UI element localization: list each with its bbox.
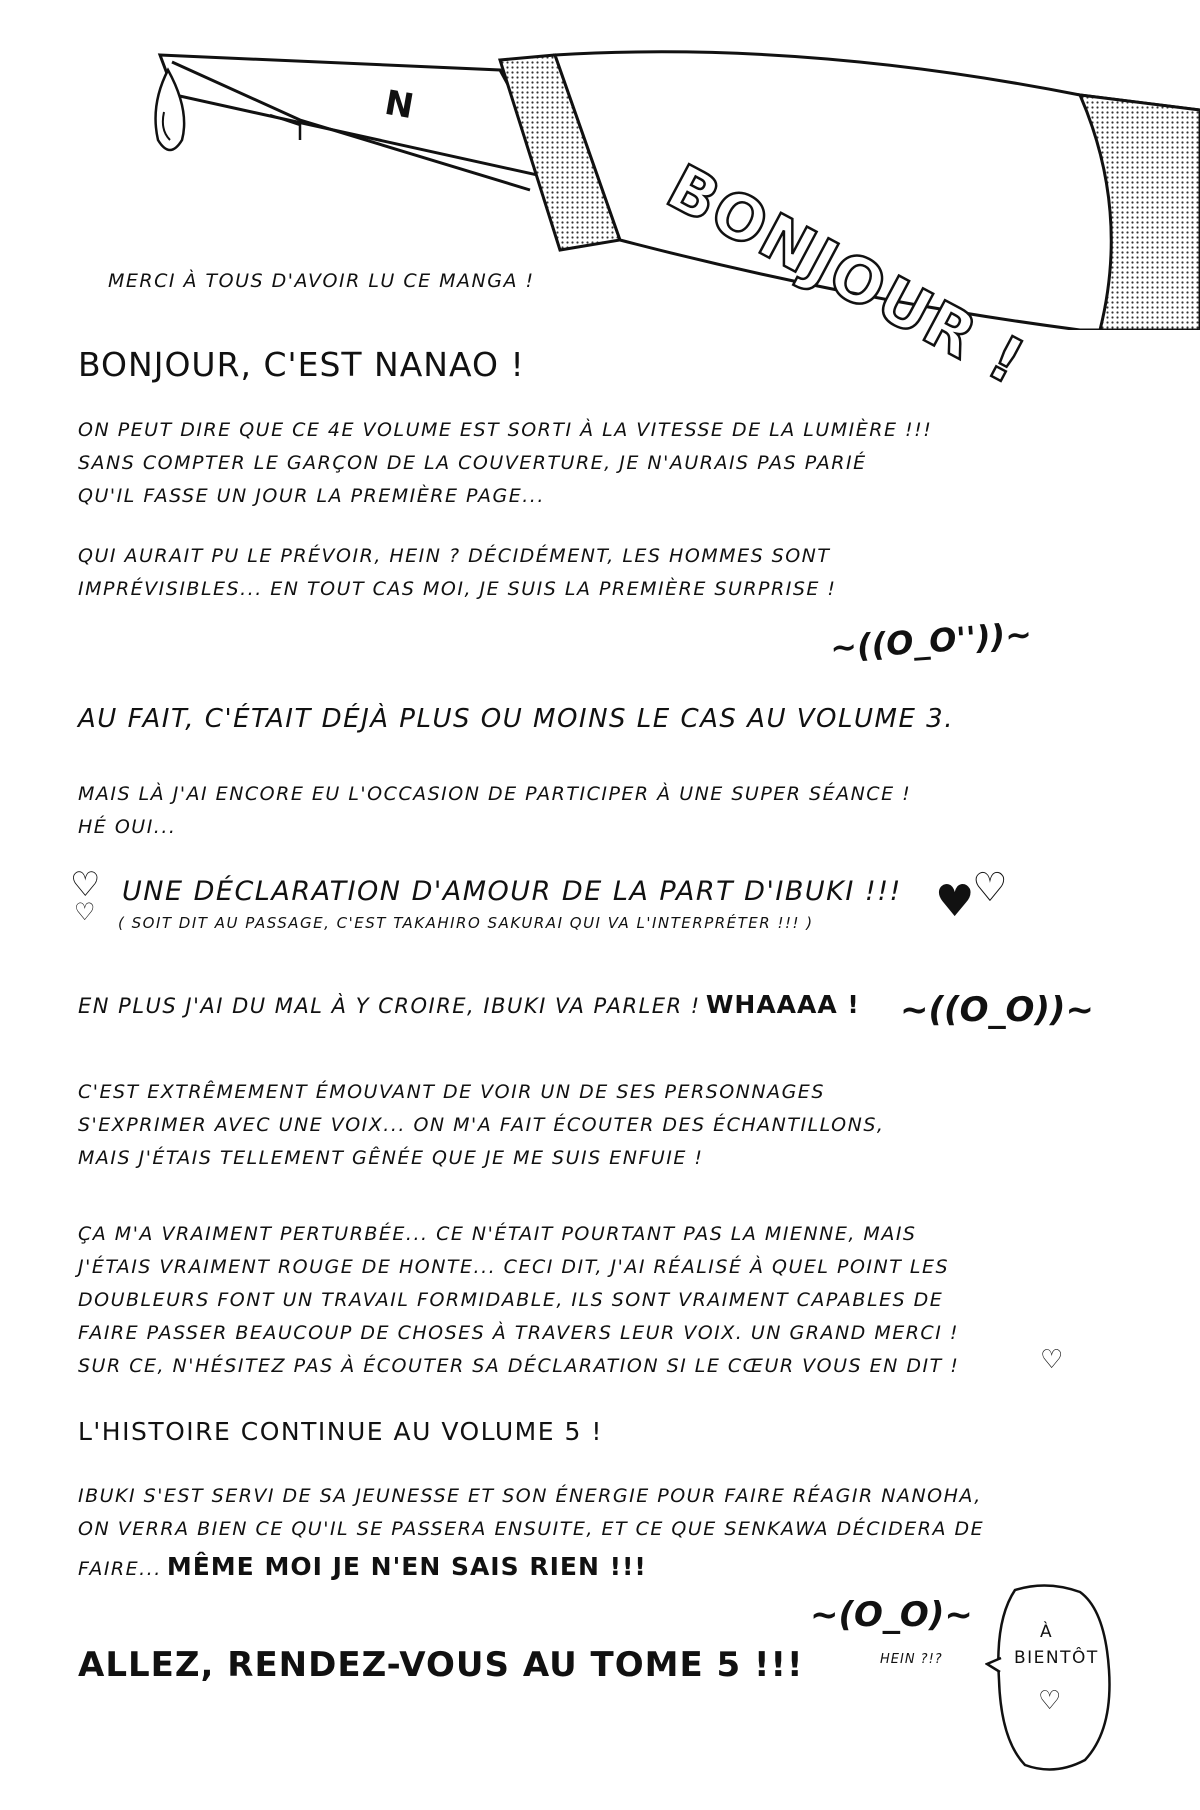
paragraph-7-line: FAIRE... bbox=[78, 1558, 162, 1580]
emoticon-face-1: ~((O_O''))~ bbox=[828, 614, 1034, 668]
paragraph-6 bbox=[78, 1218, 959, 1383]
heart-icon: ♡ bbox=[1040, 1345, 1064, 1375]
paragraph-4 bbox=[78, 990, 860, 1023]
volume-5-heading: L'HISTOIRE CONTINUE AU VOLUME 5 ! bbox=[78, 1417, 603, 1446]
paragraph-6-line: DOUBLEURS FONT UN TRAVAIL FORMIDABLE, ILS SONT VRAIMENT CAPABLES DE bbox=[78, 1289, 944, 1311]
heart-icon: ♡ bbox=[1038, 1686, 1062, 1716]
paragraph-6-line: SUR CE, N'HÉSITEZ PAS À ÉCOUTER SA DÉCLARATION SI LE CŒUR VOUS EN DIT ! bbox=[78, 1355, 960, 1377]
speech-bubble bbox=[985, 1580, 1125, 1780]
paragraph-3 bbox=[78, 778, 911, 844]
greeting-heading: BONJOUR, C'EST NANAO ! bbox=[78, 345, 525, 384]
paragraph-6-line: J'ÉTAIS VRAIMENT ROUGE DE HONTE... CECI DIT, J'AI RÉALISÉ À QUEL POINT LES bbox=[78, 1256, 950, 1278]
emoticon-face-3: ~(O_O)~ bbox=[810, 1595, 973, 1635]
paragraph-7-line: ON VERRA BIEN CE QU'IL SE PASSERA ENSUITE, ET CE QUE SENKAWA DÉCIDERA DE bbox=[78, 1518, 985, 1540]
pen-label: BONJOUR ! bbox=[655, 150, 1038, 400]
paragraph-3-line: MAIS LÀ J'AI ENCORE EU L'OCCASION DE PARTICIPER À UNE SUPER SÉANCE ! bbox=[78, 783, 912, 805]
intro-text: MERCI À TOUS D'AVOIR LU CE MANGA ! bbox=[108, 270, 535, 292]
paragraph-4-text: EN PLUS J'AI DU MAL À Y CROIRE, IBUKI VA PARLER ! bbox=[78, 994, 701, 1018]
paragraph-7 bbox=[78, 1480, 984, 1586]
paragraph-2-line: IMPRÉVISIBLES... EN TOUT CAS MOI, JE SUIS LA PREMIÈRE SURPRISE ! bbox=[78, 578, 837, 600]
paragraph-1 bbox=[78, 414, 932, 513]
hein-text: HEIN ?!? bbox=[880, 1652, 943, 1667]
heart-icon: ♡ bbox=[70, 865, 101, 905]
nib-mark: N bbox=[381, 82, 417, 128]
heart-icon: ♡ bbox=[972, 865, 1008, 911]
paragraph-2-line: QUI AURAIT PU LE PRÉVOIR, HEIN ? DÉCIDÉMENT, LES HOMMES SONT bbox=[78, 545, 831, 567]
paragraph-7-line: IBUKI S'EST SERVI DE SA JEUNESSE ET SON ÉNERGIE POUR FAIRE RÉAGIR NANOHA, bbox=[78, 1485, 982, 1507]
paragraph-1-line: SANS COMPTER LE GARÇON DE LA COUVERTURE, JE N'AURAIS PAS PARIÉ bbox=[78, 452, 867, 474]
declaration-note: ( SOIT DIT AU PASSAGE, C'EST TAKAHIRO SAKURAI QUI VA L'INTERPRÉTER !!! ) bbox=[118, 914, 814, 932]
paragraph-3-line: HÉ OUI... bbox=[78, 816, 177, 838]
volume-3-heading: AU FAIT, C'ÉTAIT DÉJÀ PLUS OU MOINS LE CAS AU VOLUME 3. bbox=[78, 704, 954, 734]
paragraph-6-line: FAIRE PASSER BEAUCOUP DE CHOSES À TRAVERS LEUR VOIX. UN GRAND MERCI ! bbox=[78, 1322, 959, 1344]
paragraph-4-shout: WHAAAA ! bbox=[705, 990, 860, 1019]
paragraph-5-line: S'EXPRIMER AVEC UNE VOIX... ON M'A FAIT ÉCOUTER DES ÉCHANTILLONS, bbox=[78, 1114, 885, 1136]
paragraph-2 bbox=[78, 540, 837, 606]
heart-icon: ♡ bbox=[74, 898, 96, 926]
emoticon-face-2: ~((O_O))~ bbox=[900, 990, 1094, 1030]
paragraph-1-line: QU'IL FASSE UN JOUR LA PREMIÈRE PAGE... bbox=[78, 485, 545, 507]
heart-icon: ♥ bbox=[935, 876, 975, 927]
paragraph-5 bbox=[78, 1076, 884, 1175]
declaration-title: UNE DÉCLARATION D'AMOUR DE LA PART D'IBUKI !!! bbox=[122, 876, 902, 907]
bubble-line-2: BIENTÔT bbox=[1014, 1648, 1099, 1668]
paragraph-5-line: C'EST EXTRÊMEMENT ÉMOUVANT DE VOIR UN DE SES PERSONNAGES bbox=[78, 1081, 825, 1103]
paragraph-6-line: ÇA M'A VRAIMENT PERTURBÉE... CE N'ÉTAIT POURTANT PAS LA MIENNE, MAIS bbox=[78, 1223, 917, 1245]
paragraph-5-line: MAIS J'ÉTAIS TELLEMENT GÊNÉE QUE JE ME SUIS ENFUIE ! bbox=[78, 1147, 704, 1169]
bubble-line-1: À bbox=[1040, 1622, 1054, 1642]
paragraph-7-bold: MÊME MOI JE N'EN SAIS RIEN !!! bbox=[166, 1552, 647, 1581]
closing-heading: ALLEZ, RENDEZ-VOUS AU TOME 5 !!! bbox=[78, 1645, 804, 1685]
paragraph-1-line: ON PEUT DIRE QUE CE 4E VOLUME EST SORTI À LA VITESSE DE LA LUMIÈRE !!! bbox=[78, 419, 933, 441]
